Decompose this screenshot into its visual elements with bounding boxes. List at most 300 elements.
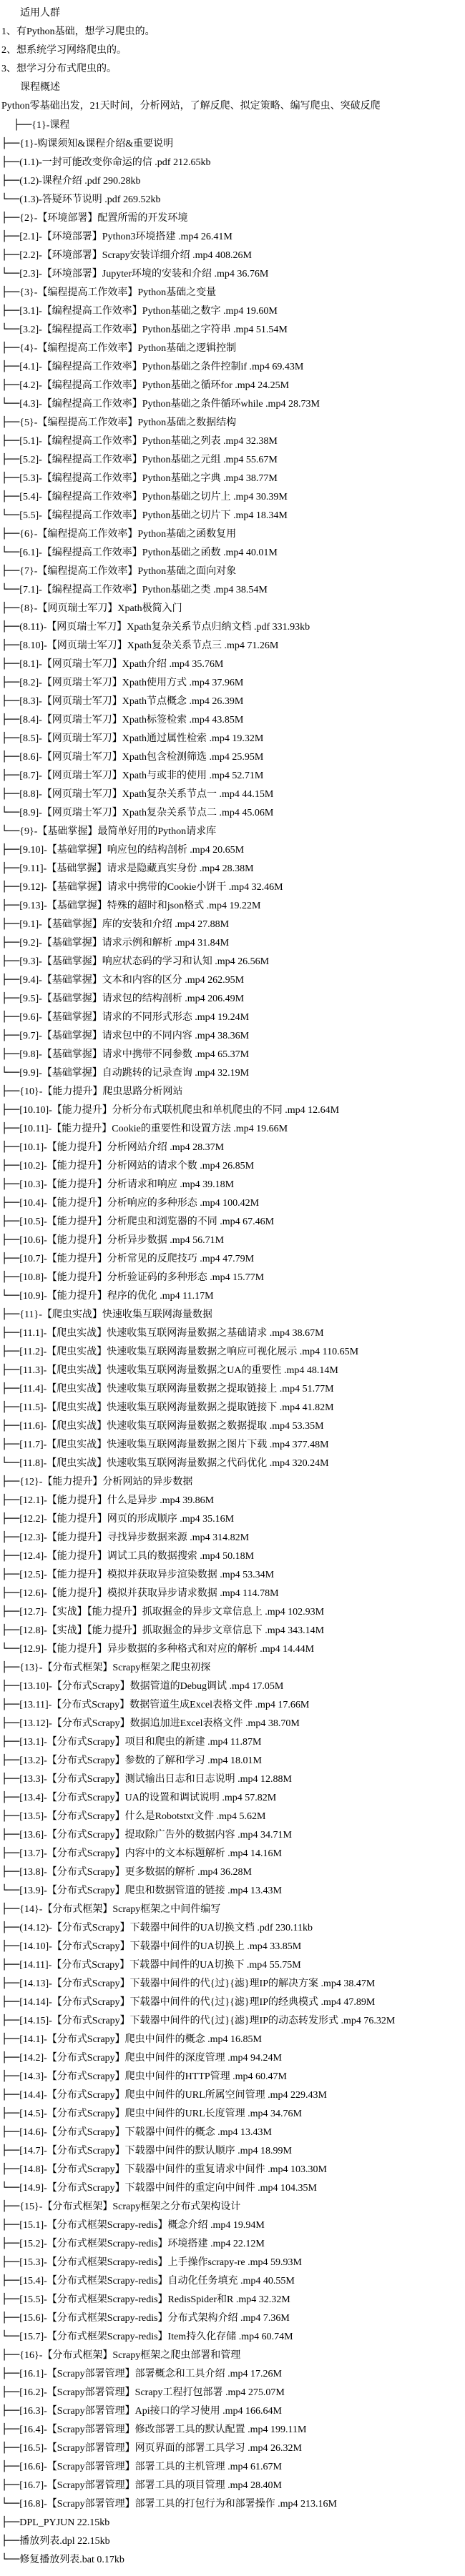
tree-item-label: (14.12)-【分布式Scrapy】下载器中间件的UA切换文档 .pdf 230.11kb	[19, 1923, 313, 1933]
tree-branch-icon: ├──	[1, 1420, 20, 1432]
tree-branch-icon: ├──	[1, 2164, 20, 2175]
tree-corner-icon: └──	[1, 1643, 20, 1655]
tree-corner-icon: └──	[1, 268, 20, 279]
tree-branch-icon: ├──	[1, 2108, 20, 2119]
tree-item-label: [9.8]-【基础掌握】请求中携带不同参数 .mp4 65.37M	[19, 1049, 250, 1060]
tree-item	[1, 1175, 465, 1194]
tree-item-label: [11.1]-【爬虫实战】快速收集互联网海量数据之基础请求 .mp4 38.67M	[19, 1328, 324, 1339]
tree-item	[1, 506, 465, 525]
tree-item	[1, 1249, 465, 1268]
tree-item-label: [12.6]-【能力提升】模拟并获取异步请求数据 .mp4 114.78M	[19, 1588, 279, 1599]
tree-item	[1, 1881, 465, 1900]
tree-branch-icon: ├──	[1, 491, 20, 502]
tree-item	[1, 673, 465, 692]
tree-item	[1, 1064, 465, 1082]
tree-item	[1, 1212, 465, 1231]
tree-item-label: [4.2]-【编程提高工作效率】Python基础之循环for .mp4 24.25M	[19, 380, 290, 391]
tree-item-label: {2}-【环境部署】配置所需的开发环境	[19, 213, 188, 224]
tree-root-item	[1, 116, 465, 134]
tree-item-label: (1.2)-课程介绍 .pdf 290.28kb	[19, 176, 141, 187]
tree-branch-icon: ├──	[1, 863, 20, 874]
tree-item-label: {3}-【编程提高工作效率】Python基础之变量	[19, 287, 217, 298]
tree-branch-icon: ├──	[1, 1569, 20, 1580]
tree-branch-icon: ├──	[1, 1532, 20, 1543]
tree-item-label: [14.8]-【分布式Scrapy】下载器中间件的重复请求中间件 .mp4 103.30M	[19, 2164, 327, 2175]
tree-item-label: [14.14]-【分布式Scrapy】下载器中间件的代{过}{滤}理IP的经典模式 .mp4 47.89M	[19, 1997, 376, 2008]
tree-item	[1, 1937, 465, 1956]
tree-branch-icon: ├──	[1, 733, 20, 744]
tree-item	[1, 655, 465, 673]
tree-item	[1, 896, 465, 915]
tree-item-label: [8.9]-【网页瑞士军刀】Xpath复杂关系节点二 .mp4 45.06M	[19, 808, 274, 818]
tree-branch-icon: ├──	[1, 1364, 20, 1376]
tree-item-label: [14.2]-【分布式Scrapy】爬虫中间件的深度管理 .mp4 94.24M	[19, 2053, 282, 2064]
tree-item-label: [9.11]-【基础掌握】请求是隐藏真实身份 .mp4 28.38M	[19, 863, 254, 874]
tree-branch-icon: ├──	[1, 231, 20, 242]
tree-item	[1, 618, 465, 636]
tree-item	[1, 2179, 465, 2197]
tree-branch-icon: ├──	[1, 2387, 20, 2398]
tree-branch-icon: ├──	[1, 2424, 20, 2435]
tree-item-label: [4.1]-【编程提高工作效率】Python基础之条件控制if .mp4 69.43M	[19, 362, 304, 372]
tree-item	[1, 1082, 465, 1101]
tree-branch-icon: ├──	[1, 2089, 20, 2101]
tree-item	[1, 1826, 465, 1844]
tree-item	[1, 1342, 465, 1361]
tree-item-label: [9.10]-【基础掌握】响应包的结构剖析 .mp4 20.65M	[19, 845, 245, 856]
tree-branch-icon: ├──	[1, 621, 20, 633]
tree-item-label: {12}-【能力提升】分析网站的异步数据	[19, 1477, 193, 1487]
tree-item-label: {1}-购课须知&课程介绍&重要说明	[19, 139, 174, 149]
tree-corner-icon: └──	[1, 1067, 20, 1079]
tree-branch-icon: ├──	[1, 751, 20, 763]
tree-item	[1, 1993, 465, 2011]
tree-item-label: [14.4]-【分布式Scrapy】爬虫中间件的URL所属空间管理 .mp4 229.43M	[19, 2090, 327, 2101]
tree-item	[1, 283, 465, 302]
tree-corner-icon: └──	[1, 1290, 20, 1302]
tree-branch-icon: ├──	[1, 1234, 20, 1246]
tree-item-label: [8.8]-【网页瑞士军刀】Xpath复杂关系节点一 .mp4 44.15M	[19, 789, 274, 800]
tree-item	[1, 153, 465, 172]
tree-corner-icon: └──	[1, 807, 20, 818]
tree-branch-icon: ├──	[1, 305, 20, 317]
tree-item-label: [14.15]-【分布式Scrapy】下载器中间件的代{过}{滤}理IP的动态转发形式 .mp4 76.32M	[19, 2016, 396, 2026]
tree-item-label: {16}-【分布式框架】Scrapy框架之爬虫部署和管理	[19, 2350, 241, 2361]
tree-item-label: [16.8]-【Scrapy部署管理】部署工具的打包行为和部署操作 .mp4 213.16M	[19, 2499, 337, 2510]
tree-branch-icon: ├──	[1, 2517, 20, 2528]
tree-item	[1, 1156, 465, 1175]
tree-item-label: [12.9]-【能力提升】异步数据的多种格式和对应的解析 .mp4 14.44M	[19, 1644, 315, 1655]
tree-item-label: [8.4]-【网页瑞士军刀】Xpath标签检索 .mp4 43.85M	[19, 715, 244, 725]
tree-item	[1, 134, 465, 153]
tree-item-label: [14.11]-【分布式Scrapy】下载器中间件的UA切换下 .mp4 55.75M	[19, 1960, 301, 1971]
tree-item	[1, 2439, 465, 2457]
tree-item	[1, 748, 465, 766]
tree-item-label: [5.1]-【编程提高工作效率】Python基础之列表 .mp4 32.38M	[19, 436, 278, 447]
tree-branch-icon: ├──	[1, 1253, 20, 1264]
tree-branch-icon: ├──	[1, 2480, 20, 2491]
tree-item-label: [12.8]-【实战】【能力提升】抓取掘金的异步文章信息下 .mp4 343.14M	[19, 1625, 325, 1636]
tree-item-label: [6.1]-【编程提高工作效率】Python基础之函数 .mp4 40.01M	[19, 548, 278, 558]
tree-item	[1, 172, 465, 190]
tree-branch-icon: ├──	[1, 1011, 20, 1023]
tree-branch-icon: ├──	[1, 788, 20, 800]
tree-branch-icon: ├──	[1, 157, 20, 168]
tree-branch-icon: ├──	[1, 249, 20, 261]
tree-branch-icon: ├──	[1, 138, 20, 149]
tree-item-label: [13.8]-【分布式Scrapy】更多数据的解析 .mp4 36.28M	[19, 1867, 252, 1878]
tree-item-label: [13.9]-【分布式Scrapy】爬虫和数据管道的链接 .mp4 13.43M	[19, 1886, 282, 1896]
tree-item	[1, 803, 465, 822]
tree-item	[1, 822, 465, 841]
tree-item	[1, 1268, 465, 1287]
tree-branch-icon: ├──	[1, 2275, 20, 2287]
tree-item-label: {4}-【编程提高工作效率】Python基础之逻辑控制	[19, 343, 237, 354]
tree-item	[1, 1398, 465, 1417]
tree-item	[1, 710, 465, 729]
tree-item	[1, 766, 465, 785]
tree-item	[1, 1863, 465, 1881]
tree-branch-icon: ├──	[1, 1680, 20, 1692]
tree-item-label: [9.7]-【基础掌握】请求包中的不同内容 .mp4 38.36M	[19, 1031, 250, 1041]
tree-item-label: [5.3]-【编程提高工作效率】Python基础之字典 .mp4 38.77M	[19, 473, 278, 484]
tree-item	[1, 952, 465, 971]
tree-item	[1, 357, 465, 376]
tree-item	[1, 2513, 465, 2532]
tree-corner-icon: └──	[1, 324, 20, 335]
tree-item-label: [11.3]-【爬虫实战】快速收集互联网海量数据之UA的重要性 .mp4 48.14M	[19, 1365, 338, 1376]
tree-item-label: [15.7]-【分布式框架Scrapy-redis】Item持久化存储 .mp4 60.74M	[19, 2332, 293, 2342]
tree-item	[1, 1138, 465, 1156]
tree-item-label: [14.7]-【分布式Scrapy】下载器中间件的默认顺序 .mp4 18.99M	[19, 2146, 292, 2156]
tree-item	[1, 1417, 465, 1435]
tree-item	[1, 1324, 465, 1342]
tree-branch-icon: ├──	[1, 454, 20, 465]
tree-item	[1, 2141, 465, 2160]
tree-item	[1, 2272, 465, 2290]
tree-branch-icon: ├──	[1, 937, 20, 948]
tree-item-label: [10.10]-【能力提升】分析分布式联机爬虫和单机爬虫的不同 .mp4 12.64M	[19, 1105, 340, 1116]
tree-branch-icon: ├──	[1, 1216, 20, 1227]
tree-item	[1, 1435, 465, 1454]
tree-item	[1, 525, 465, 543]
tree-item-label: [13.10]-【分布式Scrapy】数据管道的Debug调试 .mp4 17.05M	[19, 1681, 284, 1692]
tree-item	[1, 2011, 465, 2030]
audience-item: 3、想学习分布式爬虫的。	[1, 64, 117, 74]
tree-item-label: [9.1]-【基础掌握】库的安装和介绍 .mp4 27.88M	[19, 919, 230, 930]
tree-item	[1, 2457, 465, 2476]
tree-item-label: [9.2]-【基础掌握】请求示例和解析 .mp4 31.84M	[19, 938, 230, 948]
tree-item	[1, 1770, 465, 1788]
tree-item-label: [8.7]-【网页瑞士军刀】Xpath与或非的使用 .mp4 52.71M	[19, 771, 264, 781]
tree-item-label: [11.5]-【爬虫实战】快速收集互联网海量数据之提取链接下 .mp4 41.82M	[19, 1402, 334, 1413]
tree-item-label: [8.2]-【网页瑞士军刀】Xpath使用方式 .mp4 37.96M	[19, 678, 244, 688]
tree-item-label: [10.7]-【能力提升】分析常见的反爬技巧 .mp4 47.79M	[19, 1254, 255, 1264]
tree-branch-icon: ├──	[1, 435, 20, 447]
tree-branch-icon: ├──	[1, 2405, 20, 2417]
tree-item-label: [13.12]-【分布式Scrapy】数据追加进Excel表格文件 .mp4 38.70M	[19, 1718, 300, 1729]
tree-item-label: [16.5]-【Scrapy部署管理】网页界面的部署工具学习 .mp4 26.32M	[19, 2443, 302, 2454]
tree-item	[1, 1361, 465, 1379]
tree-item	[1, 1026, 465, 1045]
tree-item-label: [12.3]-【能力提升】寻找异步数据来源 .mp4 314.82M	[19, 1532, 250, 1543]
tree-corner-icon: └──	[1, 584, 20, 595]
tree-branch-icon: ├──	[1, 361, 20, 372]
tree-item-label: [15.4]-【分布式框架Scrapy-redis】自动化任务填充 .mp4 40.55M	[19, 2276, 295, 2287]
tree-branch-icon: ├──	[1, 2033, 20, 2045]
tree-item-label: [12.5]-【能力提升】模拟并获取异步渲染数据 .mp4 53.34M	[19, 1570, 275, 1580]
tree-item-label: [7.1]-【编程提高工作效率】Python基础之类 .mp4 38.54M	[19, 585, 268, 595]
tree-item	[1, 2420, 465, 2439]
tree-item	[1, 1510, 465, 1528]
tree-branch-icon: ├──	[14, 119, 32, 131]
tree-branch-icon: ├──	[1, 956, 20, 967]
tree-branch-icon: ├──	[1, 417, 20, 428]
tree-item	[1, 1621, 465, 1640]
tree-branch-icon: ├──	[1, 175, 20, 187]
tree-item-label: [13.4]-【分布式Scrapy】UA的设置和调试说明 .mp4 57.82M	[19, 1793, 277, 1803]
tree-branch-icon: ├──	[1, 603, 20, 614]
tree-branch-icon: ├──	[1, 1346, 20, 1357]
tree-branch-icon: ├──	[1, 2071, 20, 2082]
tree-item-label: [14.10]-【分布式Scrapy】下载器中间件的UA切换上 .mp4 33.85M	[19, 1941, 302, 1952]
tree-corner-icon: └──	[1, 1457, 20, 1469]
tree-branch-icon: ├──	[1, 1866, 20, 1878]
tree-item-label: {11}-【爬虫实战】快速收集互联网海量数据	[19, 1309, 212, 1320]
tree-item	[1, 376, 465, 395]
tree-item	[1, 1788, 465, 1807]
tree-item-label: [5.2]-【编程提高工作效率】Python基础之元组 .mp4 55.67M	[19, 455, 278, 465]
tree-item-label: [14.13]-【分布式Scrapy】下载器中间件的代{过}{滤}理IP的解决方案 .mp4 38.47M	[19, 1978, 376, 1989]
tree-item	[1, 1640, 465, 1658]
tree-item-label: [12.7]-【实战】【能力提升】抓取掘金的异步文章信息上 .mp4 102.93M	[19, 1607, 325, 1618]
overview-text: Python零基础出发，21天时间，分析网站，了解反爬、拟定策略、编写爬虫、突破反爬	[1, 101, 381, 112]
tree-item-label: [4.3]-【编程提高工作效率】Python基础之条件循环while .mp4 28.73M	[19, 399, 320, 410]
tree-item	[1, 915, 465, 933]
tree-item	[1, 1733, 465, 1751]
tree-branch-icon: ├──	[1, 565, 20, 577]
tree-item-label: [16.6]-【Scrapy部署管理】部署工具的主机管理 .mp4 61.67M	[19, 2462, 282, 2472]
tree-item	[1, 2030, 465, 2049]
tree-item	[1, 190, 465, 209]
tree-branch-icon: ├──	[1, 1606, 20, 1618]
tree-branch-icon: ├──	[1, 677, 20, 688]
tree-item	[1, 1491, 465, 1510]
tree-item	[1, 636, 465, 655]
tree-corner-icon: └──	[1, 1885, 20, 1896]
tree-item	[1, 209, 465, 227]
tree-item-label: [2.1]-【环境部署】Python3环境搭建 .mp4 26.41M	[19, 232, 232, 242]
tree-item	[1, 1045, 465, 1064]
tree-item-label: {14}-【分布式框架】Scrapy框架之中间件编写	[19, 1904, 221, 1915]
audience-list	[1, 23, 465, 79]
tree-item-label: [10.8]-【能力提升】分析验证码的多种形态 .mp4 15.77M	[19, 1272, 265, 1283]
tree-corner-icon: └──	[1, 826, 20, 837]
tree-item	[1, 413, 465, 432]
tree-item-label: [13.7]-【分布式Scrapy】内容中的文本标题解析 .mp4 14.16M	[19, 1848, 282, 1859]
tree-item	[1, 1194, 465, 1212]
overview-heading: 课程概述	[20, 82, 60, 93]
tree-item	[1, 2104, 465, 2123]
tree-corner-icon: └──	[1, 398, 20, 410]
tree-branch-icon: ├──	[1, 2535, 20, 2547]
tree-item-label: {6}-【编程提高工作效率】Python基础之函数复用	[19, 529, 237, 540]
tree-item-label: [2.3]-【环境部署】Jupyter环境的安装和介绍 .mp4 36.76M	[19, 269, 269, 279]
tree-item-label: {15}-【分布式框架】Scrapy框架之分布式架构设计	[19, 2201, 241, 2212]
tree-item	[1, 432, 465, 450]
tree-corner-icon: └──	[1, 2331, 20, 2342]
tree-item-label: [13.3]-【分布式Scrapy】测试输出日志和日志说明 .mp4 12.88M	[19, 1774, 292, 1785]
tree-item-label: [11.6]-【爬虫实战】快速收集互联网海量数据之数据提取 .mp4 53.35M	[19, 1421, 324, 1432]
tree-item	[1, 933, 465, 952]
tree-item-label: [16.1]-【Scrapy部署管理】部署概念和工具介绍 .mp4 17.26M	[19, 2369, 282, 2379]
tree-item	[1, 878, 465, 896]
tree-branch-icon: ├──	[1, 993, 20, 1004]
tree-item	[1, 1844, 465, 1863]
tree-item	[1, 841, 465, 859]
tree-item-label: [14.9]-【分布式Scrapy】下载器中间件的重定向中间件 .mp4 104.35M	[19, 2183, 317, 2194]
audience-item: 2、想系统学习网络爬虫的。	[1, 45, 127, 56]
tree-item	[1, 2550, 465, 2569]
tree-item	[1, 1547, 465, 1565]
tree-branch-icon: ├──	[1, 287, 20, 298]
tree-branch-icon: ├──	[1, 472, 20, 484]
tree-branch-icon: ├──	[1, 900, 20, 911]
tree-item	[1, 2402, 465, 2420]
tree-branch-icon: ├──	[1, 1030, 20, 1041]
tree-branch-icon: ├──	[1, 1829, 20, 1841]
tree-item-label: [12.2]-【能力提升】网页的形成顺序 .mp4 35.16M	[19, 1514, 235, 1525]
tree-branch-icon: ├──	[1, 974, 20, 986]
tree-item-label: [13.11]-【分布式Scrapy】数据管道生成Excel表格文件 .mp4 17.66M	[19, 1700, 310, 1710]
tree-item	[1, 2234, 465, 2253]
tree-item-label: [11.8]-【爬虫实战】快速收集互联网海量数据之代码优化 .mp4 320.24M	[19, 1458, 329, 1469]
tree-item	[1, 2327, 465, 2346]
tree-item	[1, 1528, 465, 1547]
tree-branch-icon: ├──	[1, 1383, 20, 1394]
tree-item	[1, 339, 465, 357]
tree-branch-icon: ├──	[1, 2052, 20, 2064]
tree-root-label: {1}-课程	[31, 120, 70, 131]
tree-item	[1, 1101, 465, 1119]
tree-branch-icon: ├──	[1, 2294, 20, 2305]
tree-branch-icon: ├──	[1, 695, 20, 707]
tree-corner-icon: └──	[1, 510, 20, 521]
tree-item-label: [13.6]-【分布式Scrapy】提取除广告外的数据内容 .mp4 34.71M	[19, 1830, 292, 1841]
tree-item	[1, 395, 465, 413]
tree-branch-icon: ├──	[1, 1495, 20, 1506]
tree-branch-icon: ├──	[1, 1141, 20, 1153]
tree-item	[1, 2086, 465, 2104]
tree-item	[1, 1454, 465, 1472]
tree-item-label: [16.2]-【Scrapy部署管理】Scrapy工程打包部署 .mp4 275.07M	[19, 2387, 285, 2398]
tree-corner-icon: └──	[1, 194, 20, 205]
tree-item-label: [2.2]-【环境部署】Scrapy安装详细介绍 .mp4 408.26M	[19, 250, 252, 261]
tree-item-label: [10.5]-【能力提升】分析爬虫和浏览器的不同 .mp4 67.46M	[19, 1217, 275, 1227]
tree-branch-icon: ├──	[1, 1736, 20, 1748]
tree-branch-icon: ├──	[1, 2145, 20, 2156]
tree-corner-icon: └──	[1, 2554, 20, 2565]
tree-item-label: [11.4]-【爬虫实战】快速收集互联网海量数据之提取链接上 .mp4 51.77M	[19, 1384, 334, 1394]
tree-item	[1, 1565, 465, 1584]
tree-item	[1, 2049, 465, 2067]
tree-item	[1, 264, 465, 283]
tree-item-label: [15.1]-【分布式框架Scrapy-redis】概念介绍 .mp4 19.94M	[19, 2220, 265, 2231]
tree-item	[1, 1119, 465, 1138]
tree-item-label: [5.4]-【编程提高工作效率】Python基础之切片上 .mp4 30.39M	[19, 492, 288, 502]
tree-item	[1, 302, 465, 320]
tree-item	[1, 1918, 465, 1937]
tree-item	[1, 246, 465, 264]
tree-item	[1, 1379, 465, 1398]
tree-item-label: {8}-【网页瑞士军刀】Xpath极简入门	[19, 603, 182, 614]
tree-corner-icon: └──	[1, 2182, 20, 2194]
tree-item-label: {9}-【基础掌握】最简单好用的Python请求库	[19, 826, 217, 837]
tree-item	[1, 2253, 465, 2272]
tree-branch-icon: ├──	[1, 1922, 20, 1933]
tree-item-label: (8.11)-【网页瑞士军刀】Xpath复杂关系节点归纳文档 .pdf 331.93kb	[19, 622, 310, 633]
tree-item-label: [11.2]-【爬虫实战】快速收集互联网海量数据之响应可视化展示 .mp4 110.65M	[19, 1347, 359, 1357]
tree-branch-icon: ├──	[1, 2461, 20, 2472]
tree-item	[1, 320, 465, 339]
tree-item	[1, 562, 465, 580]
tree-item-label: [9.6]-【基础掌握】请求的不同形式形态 .mp4 19.24M	[19, 1012, 250, 1023]
tree-item-label: {5}-【编程提高工作效率】Python基础之数据结构	[19, 417, 237, 428]
tree-branch-icon: ├──	[1, 2442, 20, 2454]
tree-branch-icon: ├──	[1, 2312, 20, 2324]
tree-branch-icon: ├──	[1, 1903, 20, 1915]
tree-item-label: [8.10]-【网页瑞士军刀】Xpath复杂关系节点三 .mp4 71.26M	[19, 640, 279, 651]
tree-branch-icon: ├──	[1, 770, 20, 781]
tree-item-label: [3.2]-【编程提高工作效率】Python基础之字符串 .mp4 51.54M	[19, 325, 288, 335]
tree-item-label: [12.4]-【能力提升】调试工具的数据搜索 .mp4 50.18M	[19, 1551, 255, 1562]
tree-item-label: [9.5]-【基础掌握】请求包的结构剖析 .mp4 206.49M	[19, 994, 245, 1004]
tree-branch-icon: ├──	[1, 1550, 20, 1562]
tree-item	[1, 1231, 465, 1249]
tree-item	[1, 1602, 465, 1621]
tree-item	[1, 2290, 465, 2309]
tree-item-label: [15.5]-【分布式框架Scrapy-redis】RedisSpider和R .mp4 32.32M	[19, 2294, 290, 2305]
tree-item	[1, 785, 465, 803]
tree-branch-icon: ├──	[1, 1792, 20, 1803]
tree-item	[1, 2346, 465, 2364]
tree-item-label: [16.3]-【Scrapy部署管理】Api接口的学习使用 .mp4 166.64M	[19, 2406, 282, 2417]
tree-item	[1, 1956, 465, 1974]
tree-branch-icon: ├──	[1, 1402, 20, 1413]
tree-item	[1, 2160, 465, 2179]
tree-item-label: [16.7]-【Scrapy部署管理】部署工具的项目管理 .mp4 28.40M	[19, 2480, 282, 2491]
tree-item	[1, 1287, 465, 1305]
tree-branch-icon: ├──	[1, 1160, 20, 1171]
tree-branch-icon: ├──	[1, 1755, 20, 1766]
file-tree	[1, 134, 465, 2569]
tree-item-label: [8.5]-【网页瑞士军刀】Xpath通过属性检索 .mp4 19.32M	[19, 733, 264, 744]
tree-item	[1, 1677, 465, 1695]
tree-branch-icon: ├──	[1, 1941, 20, 1952]
tree-item-label: 播放列表.dpl 22.15kb	[19, 2536, 110, 2547]
tree-item-label: [16.4]-【Scrapy部署管理】修改部署工具的默认配置 .mp4 199.11M	[19, 2424, 307, 2435]
tree-branch-icon: ├──	[1, 1848, 20, 1859]
tree-item-label: [13.2]-【分布式Scrapy】参数的了解和学习 .mp4 18.01M	[19, 1755, 262, 1766]
tree-item-label: [12.1]-【能力提升】什么是异步 .mp4 39.86M	[19, 1495, 215, 1506]
tree-item-label: [3.1]-【编程提高工作效率】Python基础之数字 .mp4 19.60M	[19, 306, 278, 317]
tree-branch-icon: ├──	[1, 1327, 20, 1339]
tree-item	[1, 227, 465, 246]
tree-item	[1, 1472, 465, 1491]
tree-item-label: [14.1]-【分布式Scrapy】爬虫中间件的概念 .mp4 16.85M	[19, 2034, 262, 2045]
tree-item-label: {7}-【编程提高工作效率】Python基础之面向对象	[19, 566, 237, 577]
tree-item-label: [13.1]-【分布式Scrapy】项目和爬虫的新建 .mp4 11.87M	[19, 1737, 262, 1748]
